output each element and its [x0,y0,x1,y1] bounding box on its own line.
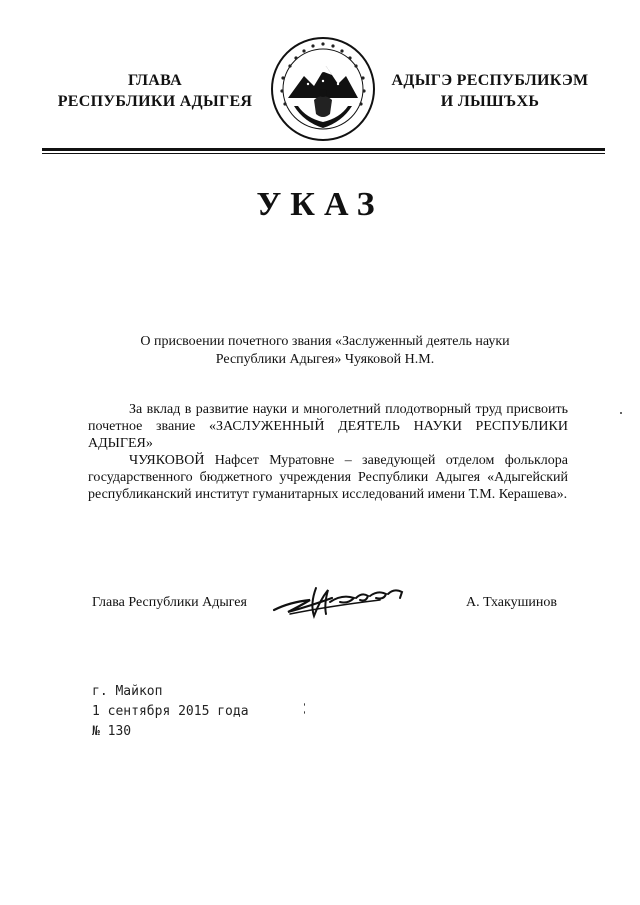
handwritten-signature-icon [270,580,420,620]
decree-number: № 130 [92,724,132,739]
scan-speck [304,703,305,706]
scan-speck [304,711,305,714]
decree-metadata [92,682,249,742]
header-divider-thin [42,153,605,154]
subject-line2: Республики Адыгея» Чуяковой Н.М. [215,352,435,367]
signatory-name: А. Тхакушинов [466,595,557,610]
header-left-line1: ГЛАВА [128,72,182,89]
scan-speck [620,412,622,414]
signatory-role: Глава Республики Адыгея [92,595,247,610]
decree-date: 1 сентября 2015 года [92,704,249,719]
body-paragraph-award: За вклад в развитие науки и многолетний плодотворный труд присвоить почетное звание «ЗАСЛУЖЕННЫЙ ДЕЯТЕЛЬ НАУКИ РЕСПУБЛИКИ АДЫГЕЯ» [88,402,568,451]
decree-body [88,401,568,503]
header-right [375,70,605,112]
header-right-line2: И ЛЫШЪХЬ [440,93,540,110]
header-left [40,70,270,112]
body-paragraph-recipient: ЧУЯКОВОЙ Нафсет Муратовне – заведующей отделом фольклора государственного бюджетного учреждения Республики Адыгея «Адыгейский республиканский институт гуманитарных исследований имени Т.М. Керашева». [88,453,568,502]
subject-line1: О присвоении почетного звания «Заслуженный деятель науки [140,334,510,349]
header-left-line2: РЕСПУБЛИКИ АДЫГЕЯ [57,93,253,110]
header-right-line1: АДЫГЭ РЕСПУБЛИКЭМ [391,72,589,89]
document-title: УКАЗ [256,186,384,223]
decree-city: г. Майкоп [92,684,163,699]
coat-of-arms-icon [270,36,376,142]
header-divider-thick [42,148,605,151]
decree-subject [100,333,550,369]
